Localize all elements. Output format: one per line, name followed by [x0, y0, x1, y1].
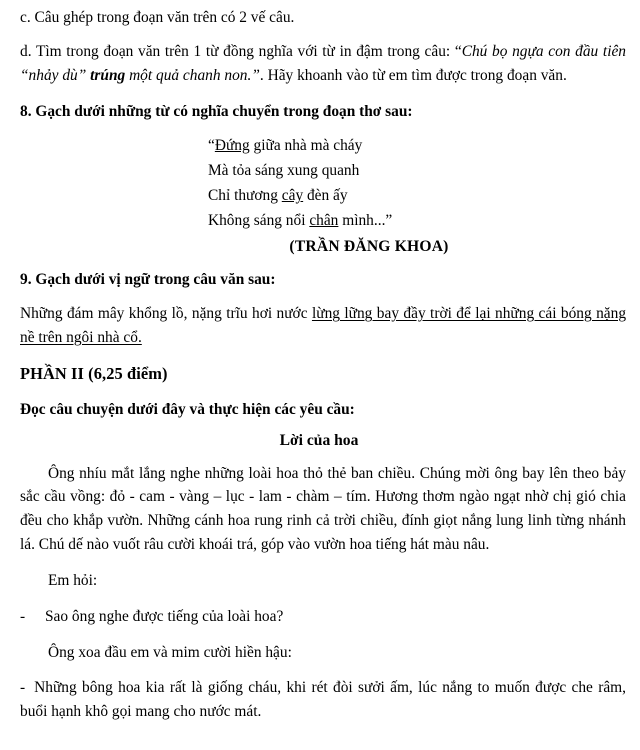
poem-line [208, 134, 626, 159]
part-2-heading: PHẦN II (6,25 điểm) [20, 363, 168, 383]
item-d-text [20, 40, 626, 88]
question-8-heading: 8. Gạch dưới những từ có nghĩa chuyển trong đoạn thơ sau: [20, 103, 413, 121]
poem-line [208, 159, 626, 184]
dialogue-speech [20, 605, 626, 629]
poem-block [20, 134, 626, 234]
dialogue-narration: Ông xoa đầu em và mim cười hiền hậu: [48, 643, 292, 661]
story-title: Lời của hoa [279, 431, 359, 449]
question-9-subject: Những đám mây khổng lồ, nặng trĩu hơi nước [20, 305, 312, 323]
poem-line-pre: Mà tỏa sáng xung quanh [208, 162, 360, 180]
poem-line-underlined-word: cây [281, 187, 304, 205]
question-9-heading: 9. Gạch dưới vị ngữ trong câu văn sau: [20, 271, 276, 289]
poem-line-pre: “ [208, 137, 215, 155]
item-d-quote-part2: một quả chanh non.” [125, 67, 260, 85]
part-2-instruction: Đọc câu chuyện dưới đây và thực hiện các yêu cầu: [20, 400, 355, 418]
item-d-quote-bold-word: trúng [90, 67, 126, 85]
dialogue-speech [20, 676, 626, 724]
dialogue-dash: - [20, 679, 26, 697]
story-paragraph: Ông nhíu mắt lắng nghe những loài hoa thỏ thẻ ban chiều. Chúng mời ông bay lên theo bảy sắc cầu vồng: đỏ - cam - vàng – lục - lam - chàm – tím. Hương thơm ngào ngạt nhờ chị gió chia đều cho khắp vườn. Những cánh hoa rung rinh cả trời chiều, đính giọt nắng lung linh từng nhánh lá. Chú dế nào vuốt râu cười khoái trá, góp vào vườn hoa tiếng hát màu nâu. [20, 464, 626, 554]
item-d-quote-open: “ [454, 43, 462, 61]
poem-line-underlined-word: Đứng [214, 137, 250, 155]
poem-line-post: đèn ấy [303, 187, 348, 205]
dialogue-dash: - [20, 607, 26, 625]
item-c-text: c. Câu ghép trong đoạn văn trên có 2 vế câu. [20, 9, 295, 26]
item-d-lead: d. Tìm trong đoạn văn trên 1 từ đồng nghĩa với từ in đậm trong câu: [20, 43, 455, 61]
poem-line [208, 184, 626, 209]
poem-line-pre: Không sáng nổi [208, 212, 310, 230]
poem-line-post: giữa nhà mà cháy [249, 137, 363, 155]
question-9-predicate: lừng lững bay đầy trời để lại những cái bóng nặng nề trên ngôi nhà cổ. [20, 305, 627, 347]
question-9-sentence [20, 302, 626, 350]
dialogue-speech-text: Sao ông nghe được tiếng của loài hoa? [45, 607, 284, 625]
poem-line [208, 209, 626, 234]
poem-author: (TRẦN ĐĂNG KHOA) [289, 238, 449, 256]
dialogue-narration: Em hỏi: [48, 571, 98, 589]
poem-line-post: mình...” [338, 212, 393, 230]
item-d-tail: . Hãy khoanh vào từ em tìm được trong đoạn văn. [259, 67, 567, 85]
poem-line-underlined-word: chân [309, 212, 339, 230]
poem-line-pre: Chỉ thương [208, 187, 282, 205]
dialogue-speech-text: Những bông hoa kia rất là giống cháu, khi rét đòi sưởi ấm, lúc nắng to muốn được che râm, buổi hạnh khô gọi mang cho nước mát. [20, 679, 626, 721]
item-d-quote-part1: Chú bọ ngựa con đầu tiên “nhảy dù” [20, 43, 627, 85]
